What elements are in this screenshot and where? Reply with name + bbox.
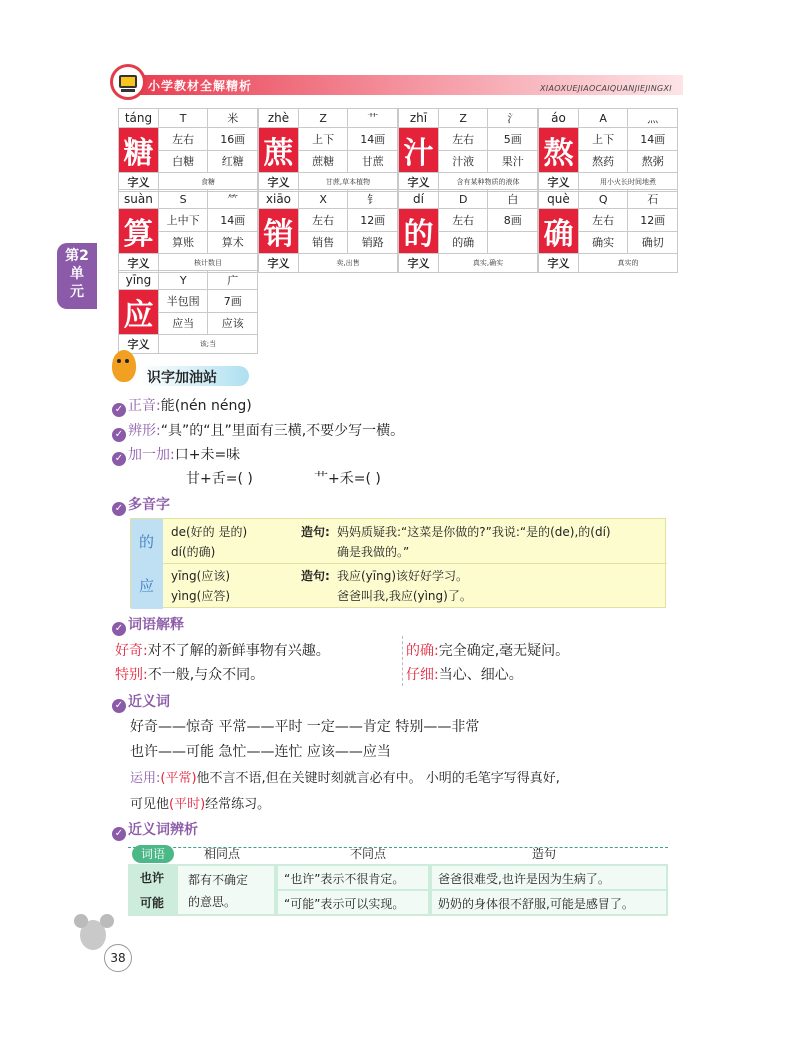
char-card — [538, 189, 678, 273]
char-pinyin: dí — [399, 190, 439, 209]
usage-text: 经常练习。 — [205, 797, 271, 812]
sentence-label: 造句: — [301, 569, 330, 583]
check-icon: ✓ — [112, 699, 126, 713]
char-word: 确实 — [578, 231, 628, 254]
jiayijia-label: 加一加: — [128, 447, 175, 463]
duoyinzi-sentence: 妈妈质疑我:“这菜是你做的?”我说:“是的(de),的(dí) — [337, 525, 611, 539]
char-word: 甘蔗 — [348, 150, 398, 173]
check-icon: ✓ — [112, 452, 126, 466]
char-letter: Q — [578, 190, 628, 209]
char-meaning-label: 字义 — [539, 173, 579, 192]
bianxing-text: “具”的“且”里面有三横,不要少写一横。 — [160, 423, 405, 439]
char-card — [398, 189, 538, 273]
ciyu-def: 对不了解的新鲜事物有兴趣。 — [147, 643, 330, 659]
char-meaning: 真实的 — [578, 254, 677, 273]
char-radical: 石 — [628, 190, 678, 209]
char-pinyin: zhè — [259, 109, 299, 128]
char-word — [488, 231, 538, 254]
char-radical: 米 — [208, 109, 258, 128]
bianxi-header-same: 相同点 — [204, 847, 241, 861]
duoyinzi-reading: dí(的确) — [171, 545, 216, 559]
char-card — [258, 189, 398, 273]
char-structure: 上中下 — [158, 209, 208, 232]
char-letter: D — [438, 190, 488, 209]
char-meaning-label: 字义 — [259, 173, 299, 192]
char-pinyin: què — [539, 190, 579, 209]
jinyici-title: 近义词 — [128, 694, 170, 710]
duoyinzi-char: 应 — [139, 577, 155, 595]
char-word: 的确 — [438, 231, 488, 254]
char-radical: 钅 — [348, 190, 398, 209]
jinyici-line1: 好奇——惊奇 平常——平时 一定——肯定 特别——非常 — [130, 719, 480, 735]
jiayijia-line — [112, 444, 240, 466]
page-number: 38 — [104, 944, 132, 972]
ciyu-item — [115, 640, 330, 660]
bianxi-table — [128, 864, 668, 916]
char-meaning-label: 字义 — [539, 254, 579, 273]
char-word: 确切 — [628, 231, 678, 254]
duoyinzi-sentence: 爸爸叫我,我应(yìng)了。 — [337, 589, 472, 603]
char-radical: 白 — [488, 190, 538, 209]
char-strokes: 8画 — [488, 209, 538, 232]
jiayijia-line2b: 艹+禾=( ) — [314, 471, 381, 487]
char-word: 算账 — [158, 231, 208, 254]
ciyu-def: 当心、细心。 — [438, 667, 523, 683]
char-glyph: 确 — [539, 209, 579, 254]
char-structure: 左右 — [438, 128, 488, 151]
char-meaning-label: 字义 — [399, 173, 439, 192]
char-card — [398, 108, 538, 192]
char-strokes: 16画 — [208, 128, 258, 151]
char-letter: X — [298, 190, 348, 209]
char-strokes: 7画 — [208, 290, 258, 313]
usage-text: 可见他 — [130, 797, 170, 812]
char-letter: A — [578, 109, 628, 128]
char-pinyin: táng — [119, 109, 159, 128]
ciyu-title: 词语解释 — [128, 617, 184, 633]
bianxing-label: 辨形: — [128, 423, 161, 439]
char-structure: 左右 — [158, 128, 208, 151]
ciyu-def: 不一般,与众不同。 — [147, 667, 265, 683]
check-icon: ✓ — [112, 827, 126, 841]
jiayijia-line1: 口+未=味 — [174, 447, 241, 463]
divider — [402, 636, 403, 686]
char-card — [118, 270, 258, 354]
bianxi-same: 都有不确定 — [188, 873, 249, 887]
bianxi-sentence: 奶奶的身体很不舒服,可能是感冒了。 — [438, 897, 634, 911]
jinyici-usage-2 — [130, 793, 270, 812]
char-meaning-label: 字义 — [119, 335, 159, 354]
usage-answer: (平常) — [160, 771, 197, 786]
jiayijia-line2a: 甘+舌=( ) — [186, 471, 253, 487]
char-word: 蔗糖 — [298, 150, 348, 173]
bianxi-header-word: 词语 — [132, 845, 174, 863]
bianxi-heading — [112, 819, 198, 841]
bianxi-same: 的意思。 — [188, 895, 237, 909]
book-logo-icon — [110, 64, 146, 100]
char-radical: 艹 — [348, 109, 398, 128]
char-pinyin: zhī — [399, 109, 439, 128]
sentence-label: 造句: — [301, 525, 330, 539]
duoyinzi-title: 多音字 — [128, 497, 170, 513]
duoyinzi-box — [130, 518, 666, 608]
char-word: 销售 — [298, 231, 348, 254]
header-title: 小学教材全解精析 — [148, 79, 253, 93]
ciyu-item — [115, 664, 264, 684]
mango-mascot-icon — [112, 350, 136, 382]
char-word: 果汁 — [488, 150, 538, 173]
duoyinzi-char-column — [131, 519, 163, 609]
bianxi-header-sentence: 造句 — [532, 847, 557, 861]
ciyu-item — [406, 640, 569, 660]
duoyinzi-reading: de(好的 是的) — [171, 525, 248, 539]
char-meaning: 卖,出售 — [298, 254, 397, 273]
char-glyph: 算 — [119, 209, 159, 254]
bianxi-word: 可能 — [140, 896, 165, 910]
char-glyph: 蔗 — [259, 128, 299, 173]
char-strokes: 12画 — [628, 209, 678, 232]
duoyinzi-sentence: 确是我做的。” — [337, 545, 410, 559]
char-card — [538, 108, 678, 192]
char-structure: 上下 — [298, 128, 348, 151]
char-word: 销路 — [348, 231, 398, 254]
char-structure: 左右 — [438, 209, 488, 232]
ciyu-word: 好奇: — [115, 643, 148, 659]
char-strokes: 14画 — [348, 128, 398, 151]
unit-side-tab — [57, 243, 97, 309]
bianxi-title: 近义词辨析 — [128, 822, 198, 838]
char-strokes: 12画 — [348, 209, 398, 232]
char-meaning: 该;当 — [158, 335, 257, 354]
char-meaning: 核计数目 — [158, 254, 257, 273]
char-letter: S — [158, 190, 208, 209]
char-glyph: 的 — [399, 209, 439, 254]
duoyinzi-sentence: 我应(yīng)该好好学习。 — [337, 569, 469, 583]
char-letter: Z — [438, 109, 488, 128]
check-icon: ✓ — [112, 403, 126, 417]
char-word: 应该 — [208, 312, 258, 335]
char-letter: Z — [298, 109, 348, 128]
char-radical: ⺮ — [208, 190, 258, 209]
char-meaning: 真实,确实 — [438, 254, 537, 273]
char-glyph: 汁 — [399, 128, 439, 173]
char-strokes: 14画 — [208, 209, 258, 232]
char-strokes: 5画 — [488, 128, 538, 151]
bianxing-line — [112, 420, 404, 442]
bianxi-diff: “也许”表示不很肯定。 — [284, 872, 405, 886]
usage-answer: (平时) — [169, 797, 206, 812]
duoyinzi-char: 的 — [139, 533, 155, 551]
duoyinzi-reading: yīng(应该) — [171, 569, 231, 583]
char-card — [258, 108, 398, 192]
check-icon: ✓ — [112, 428, 126, 442]
char-word: 红糖 — [208, 150, 258, 173]
char-meaning: 食糖 — [158, 173, 257, 192]
check-icon: ✓ — [112, 622, 126, 636]
ciyu-word: 仔细: — [406, 667, 439, 683]
char-word: 应当 — [158, 312, 208, 335]
ciyu-item — [406, 664, 523, 684]
zhengyin-label: 正音: — [128, 398, 161, 414]
char-glyph: 销 — [259, 209, 299, 254]
char-structure: 左右 — [298, 209, 348, 232]
char-radical: 灬 — [628, 109, 678, 128]
char-structure: 左右 — [578, 209, 628, 232]
char-glyph: 糖 — [119, 128, 159, 173]
bianxi-header-diff: 不同点 — [350, 847, 387, 861]
char-letter: Y — [158, 271, 208, 290]
char-word: 汁液 — [438, 150, 488, 173]
char-radical: 氵 — [488, 109, 538, 128]
duoyinzi-reading: yìng(应答) — [171, 589, 231, 603]
station-title: 识字加油站 — [147, 370, 217, 386]
char-word: 白糖 — [158, 150, 208, 173]
char-structure: 半包围 — [158, 290, 208, 313]
ciyu-def: 完全确定,毫无疑问。 — [438, 643, 570, 659]
char-word: 熬药 — [578, 150, 628, 173]
jinyici-usage-1 — [130, 767, 560, 786]
duoyinzi-heading — [112, 494, 170, 516]
char-meaning: 甘蔗,草本植物 — [298, 173, 397, 192]
char-pinyin: xiāo — [259, 190, 299, 209]
ciyu-word: 的确: — [406, 643, 439, 659]
char-meaning-label: 字义 — [399, 254, 439, 273]
char-pinyin: áo — [539, 109, 579, 128]
char-glyph: 应 — [119, 290, 159, 335]
check-icon: ✓ — [112, 502, 126, 516]
char-word: 熬粥 — [628, 150, 678, 173]
char-meaning: 含有某种物质的液体 — [438, 173, 537, 192]
char-structure: 上下 — [578, 128, 628, 151]
bianxi-sentence: 爸爸很难受,也许是因为生病了。 — [438, 872, 610, 886]
char-letter: T — [158, 109, 208, 128]
char-meaning-label: 字义 — [259, 254, 299, 273]
char-card — [118, 108, 258, 192]
ciyu-heading — [112, 614, 184, 636]
usage-text: 他不言不语,但在关键时刻就言必有中。 小明的毛笔字写得真好, — [196, 771, 560, 786]
char-meaning-label: 字义 — [119, 173, 159, 192]
bianxi-diff: “可能”表示可以实现。 — [284, 897, 405, 911]
usage-label: 运用: — [130, 771, 161, 786]
zhengyin-text: 能(nén néng) — [160, 398, 252, 414]
char-glyph: 熬 — [539, 128, 579, 173]
char-meaning-label: 字义 — [119, 254, 159, 273]
unit-label: 第2单元 — [65, 248, 89, 300]
char-radical: 广 — [208, 271, 258, 290]
jinyici-heading — [112, 691, 170, 713]
header-pinyin: XIAOXUEJIAOCAIQUANJIEJINGXI — [540, 84, 672, 93]
char-pinyin: suàn — [119, 190, 159, 209]
char-card — [118, 189, 258, 273]
char-strokes: 14画 — [628, 128, 678, 151]
ciyu-word: 特别: — [115, 667, 148, 683]
bianxi-word: 也许 — [140, 871, 165, 885]
mouse-mascot-icon — [80, 920, 106, 950]
char-meaning: 用小火长时间地煮 — [578, 173, 677, 192]
station-banner — [139, 366, 249, 386]
char-word: 算术 — [208, 231, 258, 254]
char-pinyin: yīng — [119, 271, 159, 290]
zhengyin-line — [112, 395, 252, 417]
jinyici-line2: 也许——可能 急忙——连忙 应该——应当 — [130, 744, 391, 760]
